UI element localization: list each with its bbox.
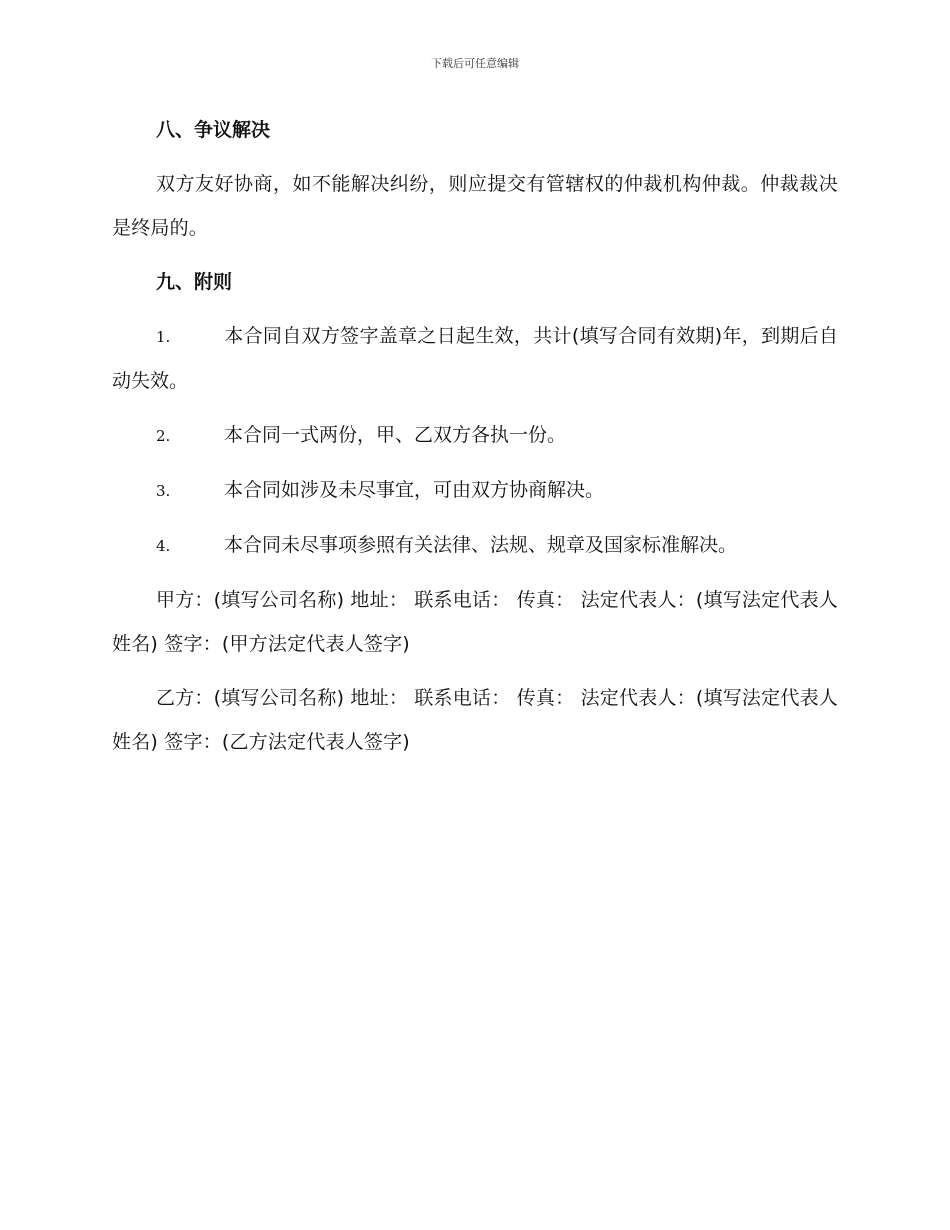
list-item-number: 3. [156, 482, 171, 500]
document-body [112, 108, 838, 774]
page-header: 下载后可任意编辑 [431, 57, 519, 70]
list-item-number: 1. [156, 328, 171, 346]
list-item-text: 本合同未尽事项参照有关法律、法规、规章及国家标准解决。 [224, 534, 738, 556]
list-item-text: 本合同如涉及未尽事宜，可由双方协商解决。 [224, 479, 605, 501]
list-item [112, 413, 838, 458]
list-item-number: 2. [156, 427, 171, 445]
list-item-number: 4. [156, 537, 171, 555]
section-heading-supplementary-provisions: 九、附则 [156, 271, 233, 293]
list-item [112, 523, 838, 568]
list-item-text: 本合同自双方签字盖章之日起生效，共计(填写合同有效期)年，到期后自动失效。 [112, 325, 838, 392]
list-item [112, 468, 838, 513]
party-a-info: 甲方：(填写公司名称) 地址： 联系电话： 传真： 法定代表人：(填写法定代表人姓名) 签字：(甲方法定代表人签字) [112, 589, 838, 655]
party-b-info: 乙方：(填写公司名称) 地址： 联系电话： 传真： 法定代表人：(填写法定代表人姓名) 签字：(乙方法定代表人签字) [112, 687, 838, 753]
list-item-text: 本合同一式两份，甲、乙双方各执一份。 [224, 424, 567, 446]
section-heading-dispute-resolution: 八、争议解决 [156, 119, 271, 141]
list-item [112, 314, 838, 403]
dispute-resolution-paragraph: 双方友好协商，如不能解决纠纷，则应提交有管辖权的仲裁机构仲裁。仲裁裁决是终局的。 [112, 173, 838, 239]
